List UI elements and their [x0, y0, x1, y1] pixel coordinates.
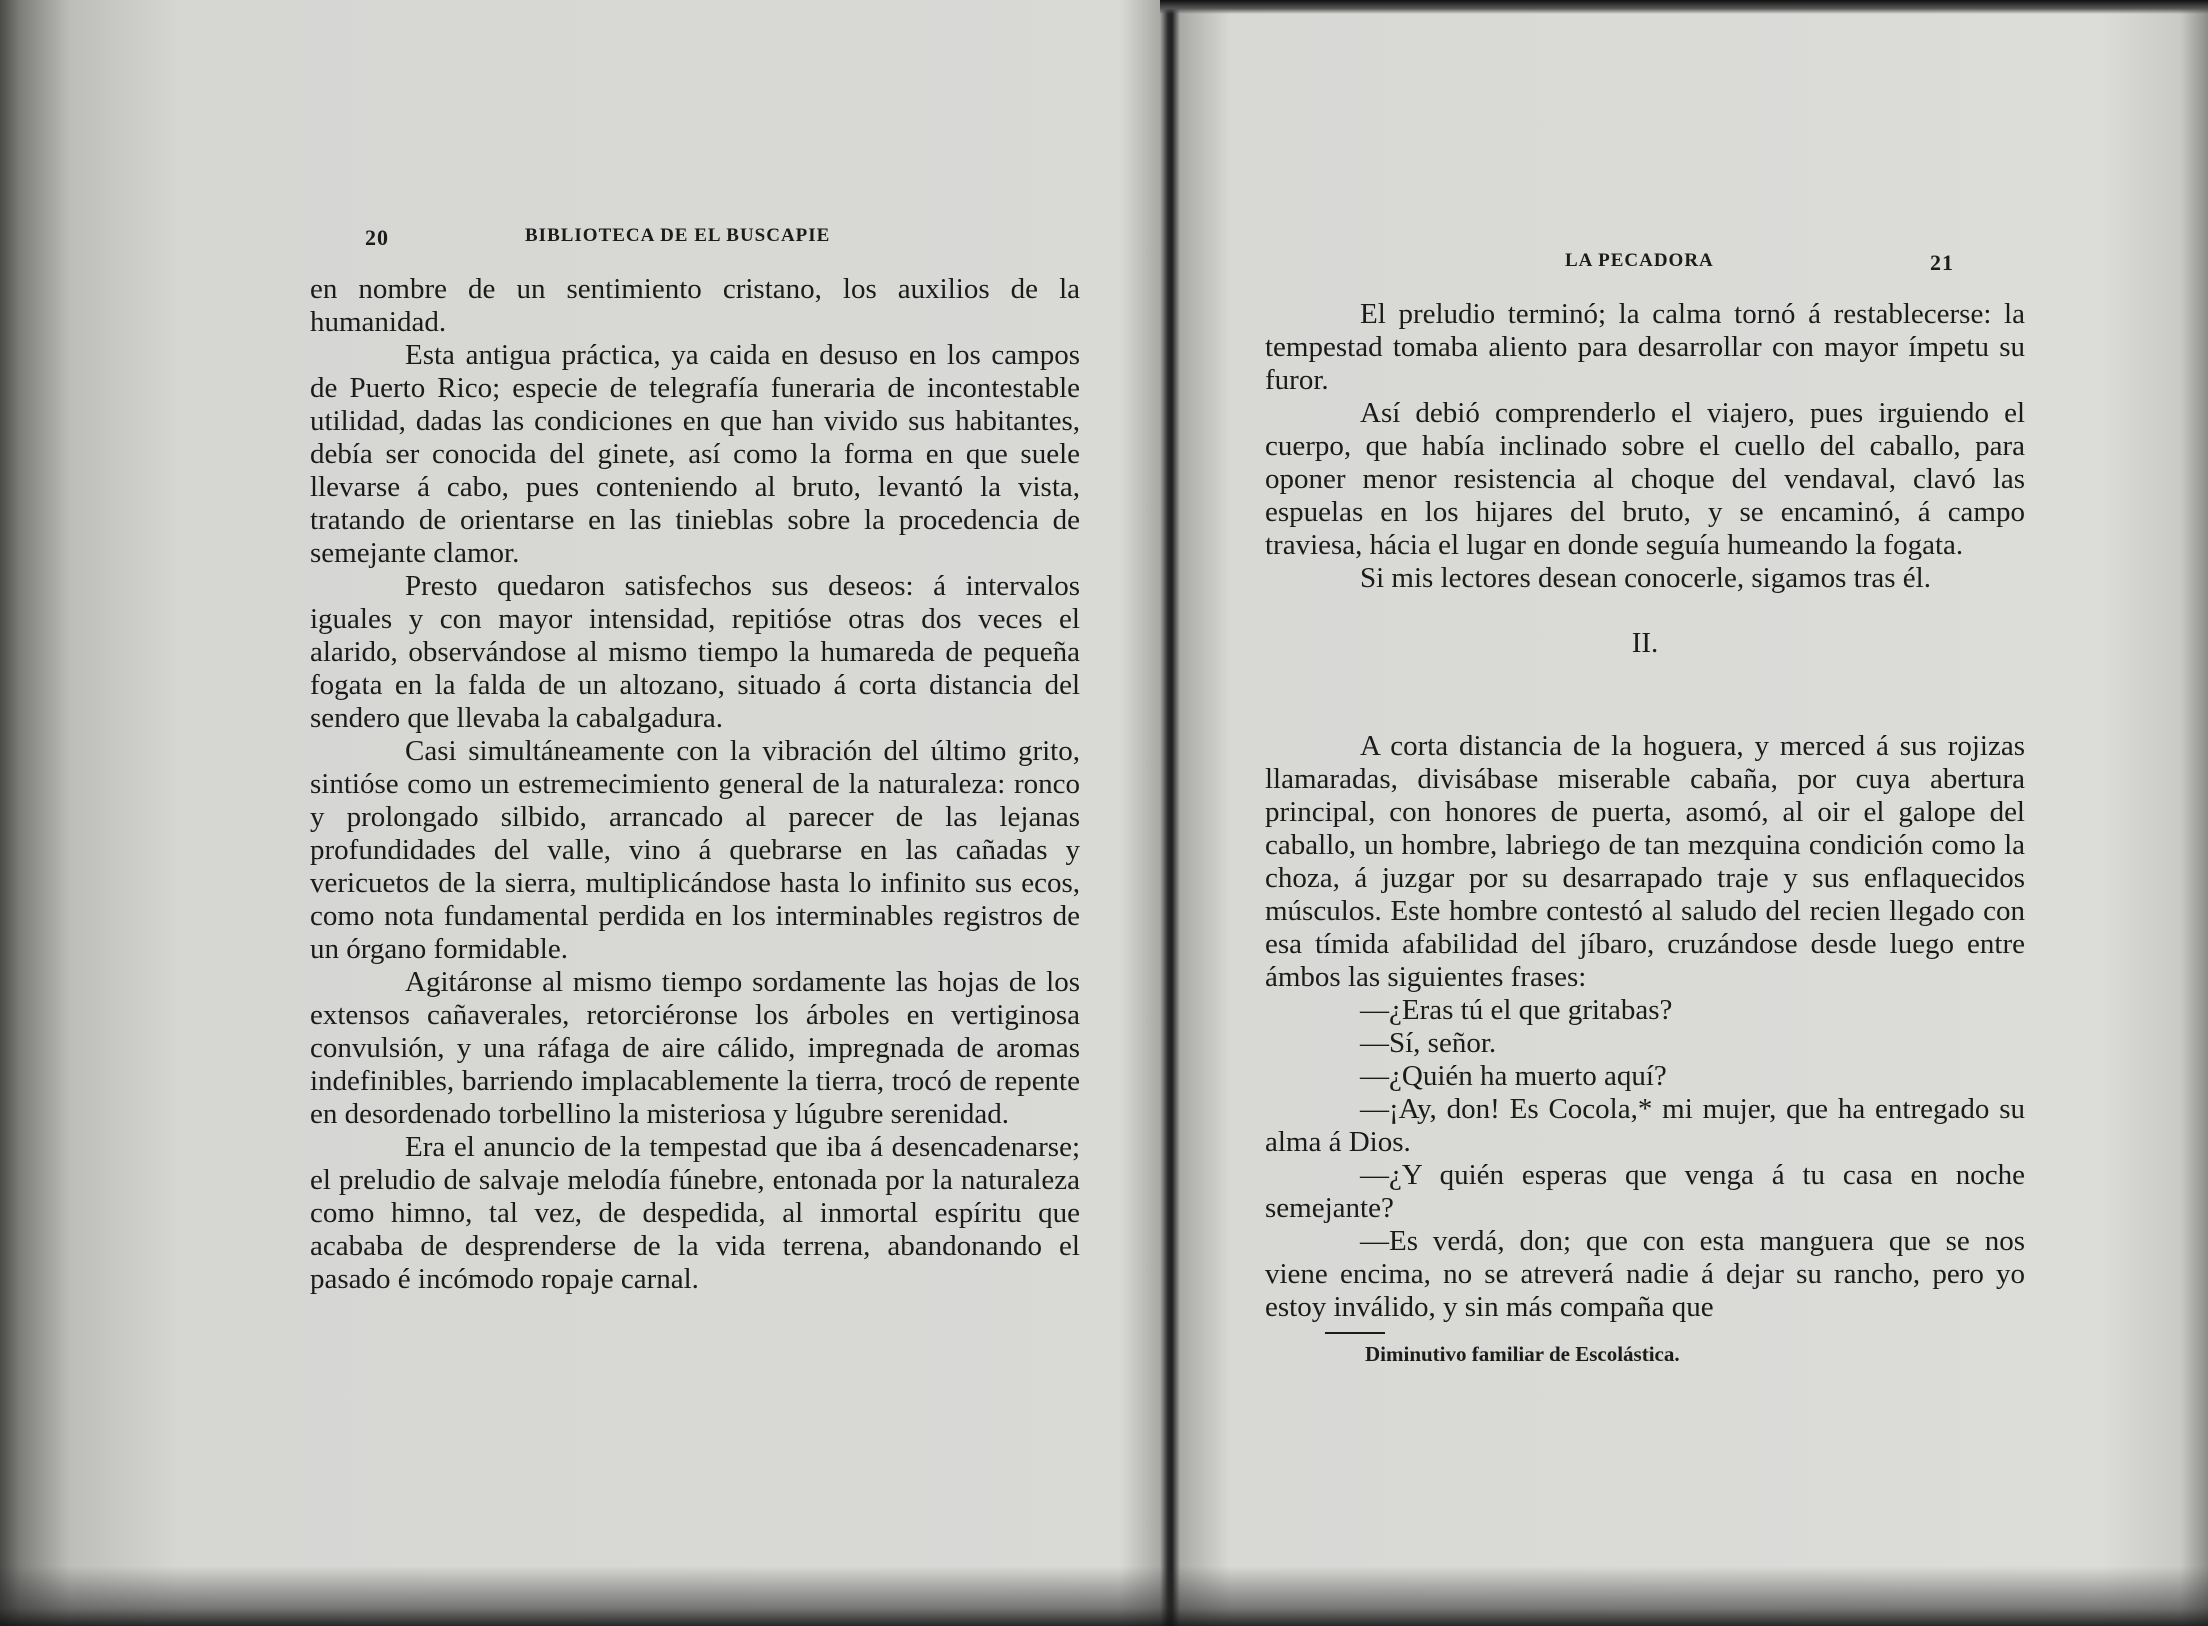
right-page — [1265, 250, 2025, 1367]
dialog-line: —¿Eras tú el que gritabas? — [1360, 994, 1673, 1026]
paragraph: Esta antigua práctica, ya caida en desuso en los campos de Puerto Rico; especie de telegrafía funeraria de incontestable utilidad, dadas las condiciones en que han vivido sus habitantes, debía ser conocida del ginete, así como la forma en que suele llevarse á cabo, pues conteniendo al bruto, levantó la vista, tratando de orientarse en las tinieblas sobre la procedencia de semejante clamor. — [310, 339, 1080, 569]
footnote-rule — [1325, 1332, 1385, 1334]
section-number: II. — [1631, 627, 1659, 659]
dialog-line: —¿Y quién esperas que venga á tu casa en noche semejante? — [1265, 1159, 2025, 1224]
paragraph: El preludio terminó; la calma tornó á restablecerse: la tempestad tomaba aliento para desarrollar con mayor ímpetu su furor. — [1265, 298, 2025, 396]
paragraph: Si mis lectores desean conocerle, sigamos tras él. — [1360, 562, 1931, 594]
running-head-title: LA PECADORA — [1565, 250, 1714, 271]
page-number: 21 — [1930, 250, 1954, 275]
paragraph: Agitáronse al mismo tiempo sordamente las hojas de los extensos cañaverales, retorciéronse los árboles en vertiginosa convulsión, y una ráfaga de aire cálido, impregnada de aromas indefinibles, barriendo implacablemente la tierra, trocó de repente en desordenado torbellino la misteriosa y lúgubre serenidad. — [310, 966, 1080, 1130]
paragraph: Era el anuncio de la tempestad que iba á desencadenarse; el preludio de salvaje melodía fúnebre, entonada por la naturaleza como himno, tal vez, de despedida, al inmortal espíritu que acababa de desprenderse de la vida terrena, abandonando el pasado é incómodo ropaje carnal. — [310, 1131, 1080, 1295]
paragraph: Así debió comprenderlo el viajero, pues irguiendo el cuerpo, que había inclinado sobre el cuello del caballo, para oponer menor resistencia al choque del vendaval, clavó las espuelas en los hijares del bruto, y se encaminó, á campo traviesa, hácia el lugar en donde seguía humeando la fogata. — [1265, 397, 2025, 561]
dialog-line: —¿Quién ha muerto aquí? — [1360, 1060, 1667, 1092]
page-number: 20 — [365, 225, 389, 250]
dialog-line: —¡Ay, don! Es Cocola,* mi mujer, que ha entregado su alma á Dios. — [1265, 1093, 2025, 1158]
footnote: Diminutivo familiar de Escolástica. — [1365, 1342, 1680, 1366]
left-running-head — [310, 225, 1080, 255]
dialog-line: —Es verdá, don; que con esta manguera que se nos viene encima, no se atreverá nadie á dejar su rancho, pero yo estoy inválido, y sin más compaña que — [1265, 1225, 2025, 1323]
dialog-line: —Sí, señor. — [1360, 1027, 1497, 1059]
right-running-head — [1265, 250, 2025, 280]
left-page — [310, 225, 1080, 1296]
page-edge-shadow — [1160, 0, 2208, 14]
running-head-title: BIBLIOTECA DE EL BUSCAPIE — [525, 225, 831, 246]
paragraph: A corta distancia de la hoguera, y merced á sus rojizas llamaradas, divisábase miserable cabaña, por cuya abertura principal, con honores de puerta, asomó, al oir el galope del caballo, un hombre, labriego de tan mezquina condición como la choza, á juzgar por su desarrapado traje y sus enflaquecidos músculos. Este hombre contestó al saludo del recien llegado con esa tímida afabilidad del jíbaro, cruzándose desde luego entre ámbos las siguientes frases: — [1265, 730, 2025, 993]
paragraph: Presto quedaron satisfechos sus deseos: á intervalos iguales y con mayor intensidad, repitióse otras dos veces el alarido, observándose al mismo tiempo la humareda de pequeña fogata en la falda de un altozano, situado á corta distancia del sendero que llevaba la cabalgadura. — [310, 570, 1080, 734]
paragraph: en nombre de un sentimiento cristano, los auxilios de la humanidad. — [310, 273, 1080, 338]
paragraph: Casi simultáneamente con la vibración del último grito, sintióse como un estremecimiento general de la naturaleza: ronco y prolongado silbido, arrancado al parecer de las lejanas profundidades del valle, vino á quebrarse en las cañadas y vericuetos de la sierra, multiplicándose hasta lo infinito sus ecos, como nota fundamental perdida en los interminables registros de un órgano formidable. — [310, 735, 1080, 965]
